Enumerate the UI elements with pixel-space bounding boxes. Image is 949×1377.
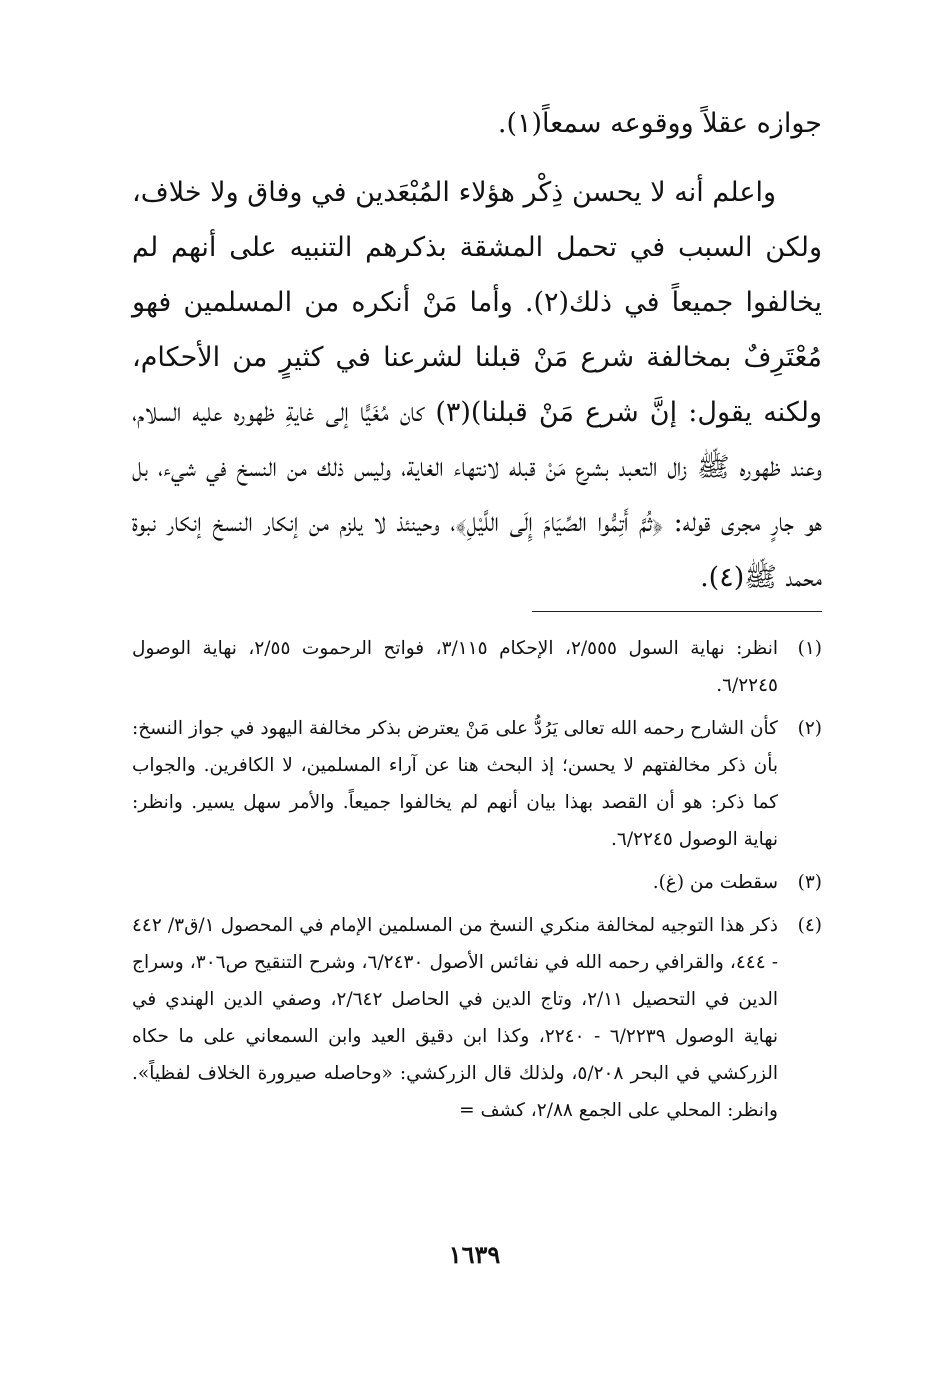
footnote-divider — [532, 611, 822, 612]
main-text — [132, 96, 822, 605]
footnotes — [132, 630, 822, 1135]
footnote-number: (١) — [797, 638, 822, 659]
footnote-number: (٣) — [797, 872, 822, 893]
footnote-text: سقطت من (غ). — [652, 872, 778, 893]
footnote-1 — [132, 630, 822, 704]
main-paragraph-1: جوازه عقلاً ووقوعه سمعاً(١). — [497, 108, 822, 139]
page-number: ١٦٣٩ — [448, 1240, 501, 1269]
footnote-3 — [132, 864, 822, 901]
footnote-4 — [132, 907, 822, 1129]
footnote-2 — [132, 710, 822, 858]
footnote-text: انظر: نهاية السول ٢/٥٥٥، الإحكام ٣/١١٥، فواتح الرحموت ٢/٥٥، نهاية الوصول ٦/٢٢٤٥. — [132, 638, 778, 696]
footnote-number: (٤) — [797, 915, 822, 936]
footnote-number: (٢) — [797, 718, 822, 739]
footnote-text: ذكر هذا التوجيه لمخالفة منكري النسخ من المسلمين الإمام في المحصول ١/ق٣/ ٤٤٢ - ٤٤٤، والقرافي رحمه الله في نفائس الأصول ٦/٢٤٣٠، وشرح التنقيح ص٣٠٦، وسراج الدين في التحصيل ٢/١١، وتاج الدين في الحاصل ٢/٦٤٢، وصفي الدين الهندي في نهاية الوصول ٦/٢٢٣٩ - ٢٢٤٠، وكذا ابن دقيق العيد وابن السمعاني على ما حكاه الزركشي في البحر ٥/٢٠٨، ولذلك قال الزركشي: «وحاصله صيرورة الخلاف لفظياً». وانظر: المحلي على الجمع ٢/٨٨، كشف = — [132, 915, 779, 1121]
footnote-text: كأن الشارح رحمه الله تعالى يَرُدُّ على مَنْ يعترض بذكر مخالفة اليهود في جواز النسخ: بأن ذكر مخالفتهم لا يحسن؛ إذ البحث هنا عن آراء المسلمين، لا الكافرين. والجواب كما ذكر: هو أن القصد بهذا بيان أنهم لم يخالفوا جميعاً. والأمر سهل يسير. وانظر: نهاية الوصول ٦/٢٢٤٥. — [132, 718, 778, 850]
main-paragraph-2: واعلم أنه لا يحسن ذِكْر هؤلاء المُبْعَدين في وفاق ولا خلاف، ولكن السبب في تحمل المشقة بذكرهم التنبيه على أنهم لم يخالفوا جميعاً في ذلك(٢). وأما مَنْ أنكره من المسلمين فهو مُعْتَرِفٌ بمخالفة شرع مَنْ قبلنا لشرعنا في كثيرٍ من الأحكام، ولكنه يقول: إنَّ شرع مَنْ قبلنا)(٣) كان مُغَيًّا إلى غايةِ ظهوره عليه السلام، وعند ظهوره ﷺ زال التعبد بشرع مَنْ قبله لانتهاء الغاية، وليس ذلك من النسخ في شيء، بل هو جارٍ مجرى قوله: ﴿ثُمَّ أَتِمُّوا الصِّيَامَ إِلَى اللَّيْلِ﴾، وحينئذ لا يلزم من إنكار النسخ إنكار نبوة محمد ﷺ(٤). — [132, 177, 822, 593]
